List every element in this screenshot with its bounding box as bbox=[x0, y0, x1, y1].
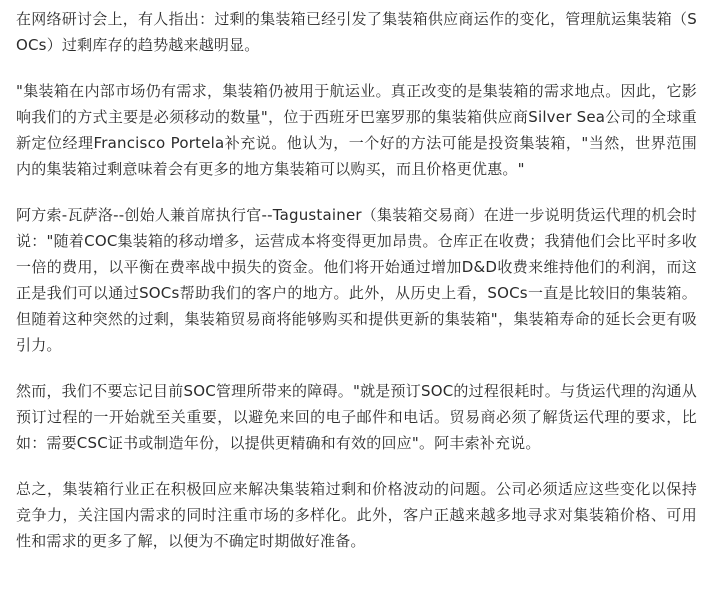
paragraph-portela-quote: "集装箱在内部市场仍有需求，集装箱仍被用于航运业。真正改变的是集装箱的需求地点。因此，它影响我们的方式主要是必须移动的数量"，位于西班牙巴塞罗那的集装箱供应商Silver Sea公司的全球重新定位经理Francisco Portela补充说。他认为，一个好的方法可能是投资集装箱，"当然，世界范围内的集装箱过剩意味着会有更多的地方集装箱可以购买，而且价格更优惠。" bbox=[16, 82, 697, 178]
paragraph-vassallo-quote: 阿方索-瓦萨洛--创始人兼首席执行官--Tagustainer（集装箱交易商）在进一步说明货运代理的机会时说："随着COC集装箱的移动增多，运营成本将变得更加昂贵。仓库正在收费；我猜他们会比平时多收一倍的费用，以平衡在费率战中损失的资金。他们将开始通过增加D&D收费来维持他们的利润，而这正是我们可以通过SOCs帮助我们的客户的地方。此外，从历史上看，SOCs一直是比较旧的集装箱。但随着这种突然的过剩，集装箱贸易商将能够购买和提供更新的集装箱"，集装箱寿命的延长会更有吸引力。 bbox=[16, 206, 697, 354]
paragraph-soc-obstacles: 然而，我们不要忘记目前SOC管理所带来的障碍。"就是预订SOC的过程很耗时。与货运代理的沟通从预订过程的一开始就至关重要，以避免来回的电子邮件和电话。贸易商必须了解货运代理的要求，比如：需要CSC证书或制造年份，以提供更精确和有效的回应"。阿丰索补充说。 bbox=[16, 382, 697, 452]
paragraph-webinar-intro: 在网络研讨会上，有人指出：过剩的集装箱已经引发了集装箱供应商运作的变化，管理航运集装箱（SOCs）过剩库存的趋势越来越明显。 bbox=[16, 10, 697, 54]
paragraph-conclusion: 总之，集装箱行业正在积极回应来解决集装箱过剩和价格波动的问题。公司必须适应这些变化以保持竞争力，关注国内需求的同时注重市场的多样化。此外，客户正越来越多地寻求对集装箱价格、可用性和需求的更多了解，以便为不确定时期做好准备。 bbox=[16, 480, 697, 550]
